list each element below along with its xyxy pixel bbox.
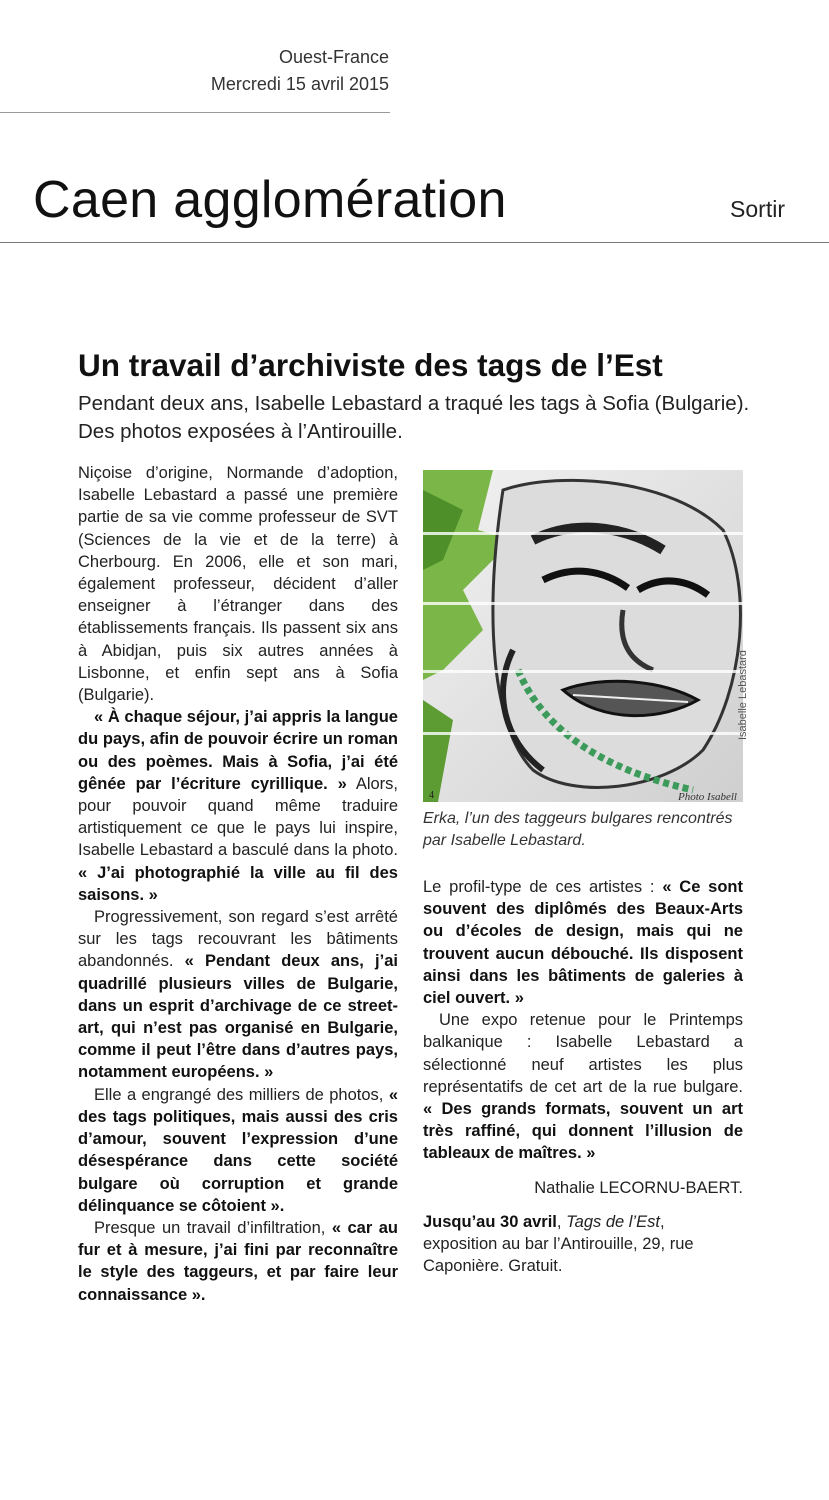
quote: « Des grands formats, souvent un art très raffiné, qui donnent l’illusion de tableaux de maîtres. » [423, 1100, 743, 1163]
quote: « des tags politiques, mais aussi des cris d’amour, souvent l’expression d’une désespérance dans cette société bulgare où corruption et grande délinquance se côtoient ». [78, 1085, 398, 1215]
photo-inset-label: Photo Isabell [678, 791, 737, 802]
paragraph: Elle a engrangé des milliers de photos, « des tags politiques, mais aussi des cris d’amour, souvent l’expression d’une désespérance dans cette société bulgare où corruption et grande délinquance se côtoient ». [78, 1085, 398, 1215]
quote: « J’ai photographié la ville au fil des saisons. » [78, 863, 398, 904]
photo-credit: Isabelle Lebastard [737, 650, 749, 740]
paragraph: Progressivement, son regard s’est arrêté sur les tags recouvrant les bâtiments abandonnés. « Pendant deux ans, j’ai quadrillé plusieurs villes de Bulgarie, dans un esprit d’archivage de ce street-art, qui n’est pas organisé en Bulgarie, comme il peut l’être dans d’autres pays, notamment européens. » [78, 908, 398, 1082]
byline: Nathalie LECORNU-BAERT. [534, 1178, 743, 1197]
paragraph: « À chaque séjour, j’ai appris la langue du pays, afin de pouvoir écrire un roman ou des poèmes. Mais à Sofia, j’ai été gênée par l’écriture cyrillique. » Alors, pour pouvoir quand même traduire artistiquement ce que le pays lui inspire, Isabelle Lebastard a basculé dans la photo. « J’ai photographié la ville au fil des saisons. » [78, 708, 399, 904]
issue-date: Mercredi 15 avril 2015 [210, 74, 389, 94]
masthead-divider [0, 112, 390, 113]
graffiti-face-image [423, 470, 743, 802]
newspaper-name: Ouest-France [278, 47, 389, 67]
article-column-left [78, 462, 398, 1306]
event-title: Tags de l’Est [566, 1212, 660, 1231]
article-standfirst: Pendant deux ans, Isabelle Lebastard a traqué les tags à Sofia (Bulgarie). Des photos exposées à l’Antirouille. [78, 392, 750, 443]
quote: « À chaque séjour, j’ai appris la langue du pays, afin de pouvoir écrire un roman ou des poèmes. Mais à Sofia, j’ai été gênée par l’écriture cyrillique. » [78, 708, 398, 793]
section-rubric: Sortir [730, 196, 785, 222]
section-divider [0, 242, 829, 243]
paragraph: Une expo retenue pour le Printemps balkanique : Isabelle Lebastard a sélectionné neuf artistes les plus représentatifs de cet art de la rue bulgare. « Des grands formats, souvent un art très raffiné, qui donnent l’illusion de tableaux de maîtres. » [423, 1011, 743, 1163]
photo-corner-number: 4 [429, 790, 434, 801]
event-info: Jusqu’au 30 avril, Tags de l’Est, exposition au bar l’Antirouille, 29, rue Caponière. Gratuit. [423, 1212, 694, 1276]
quote: « car au fur et à mesure, j’ai fini par reconnaître le style des taggeurs, et par faire leur connaissance ». [78, 1218, 399, 1304]
masthead [211, 44, 389, 98]
photo-caption: Erka, l’un des taggeurs bulgares rencontrés par Isabelle Lebastard. [423, 810, 733, 849]
paragraph: Niçoise d’origine, Normande d’adoption, Isabelle Lebastard a passé une première partie de sa vie comme professeur de SVT (Sciences de la vie et de la terre) à Cherbourg. En 2006, elle et son mari, également professeur, décident d’aller enseigner à l’étranger dans des établissements français. Ils passent six ans à Abidjan, puis six autres années à Lisbonne, et enfin sept ans à Sofia (Bulgarie). [78, 464, 398, 705]
article-column-right [423, 876, 743, 1277]
article-headline: Un travail d’archiviste des tags de l’Est [78, 347, 663, 383]
article-photo [423, 470, 743, 802]
event-date: Jusqu’au 30 avril [423, 1212, 557, 1231]
paragraph: Presque un travail d’infiltration, « car au fur et à mesure, j’ai fini par reconnaître le style des taggeurs, et par faire leur connaissance ». [78, 1218, 399, 1304]
paragraph: Le profil-type de ces artistes : « Ce sont souvent des diplômés des Beaux-Arts ou d’écoles de design, mais qui ne trouvent aucun débouché. Ils disposent ainsi dans les bâtiments de galeries à ciel ouvert. » [423, 878, 743, 1008]
quote: « Pendant deux ans, j’ai quadrillé plusieurs villes de Bulgarie, dans un esprit d’archivage de ce street-art, qui n’est pas organisé en Bulgarie, comme il peut l’être dans d’autres pays, notamment européens. » [78, 952, 398, 1082]
quote: « Ce sont souvent des diplômés des Beaux-Arts ou d’écoles de design, mais qui ne trouvent aucun débouché. Ils disposent ainsi dans les bâtiments de galeries à ciel ouvert. » [423, 878, 743, 1008]
section-title: Caen agglomération [33, 171, 507, 229]
